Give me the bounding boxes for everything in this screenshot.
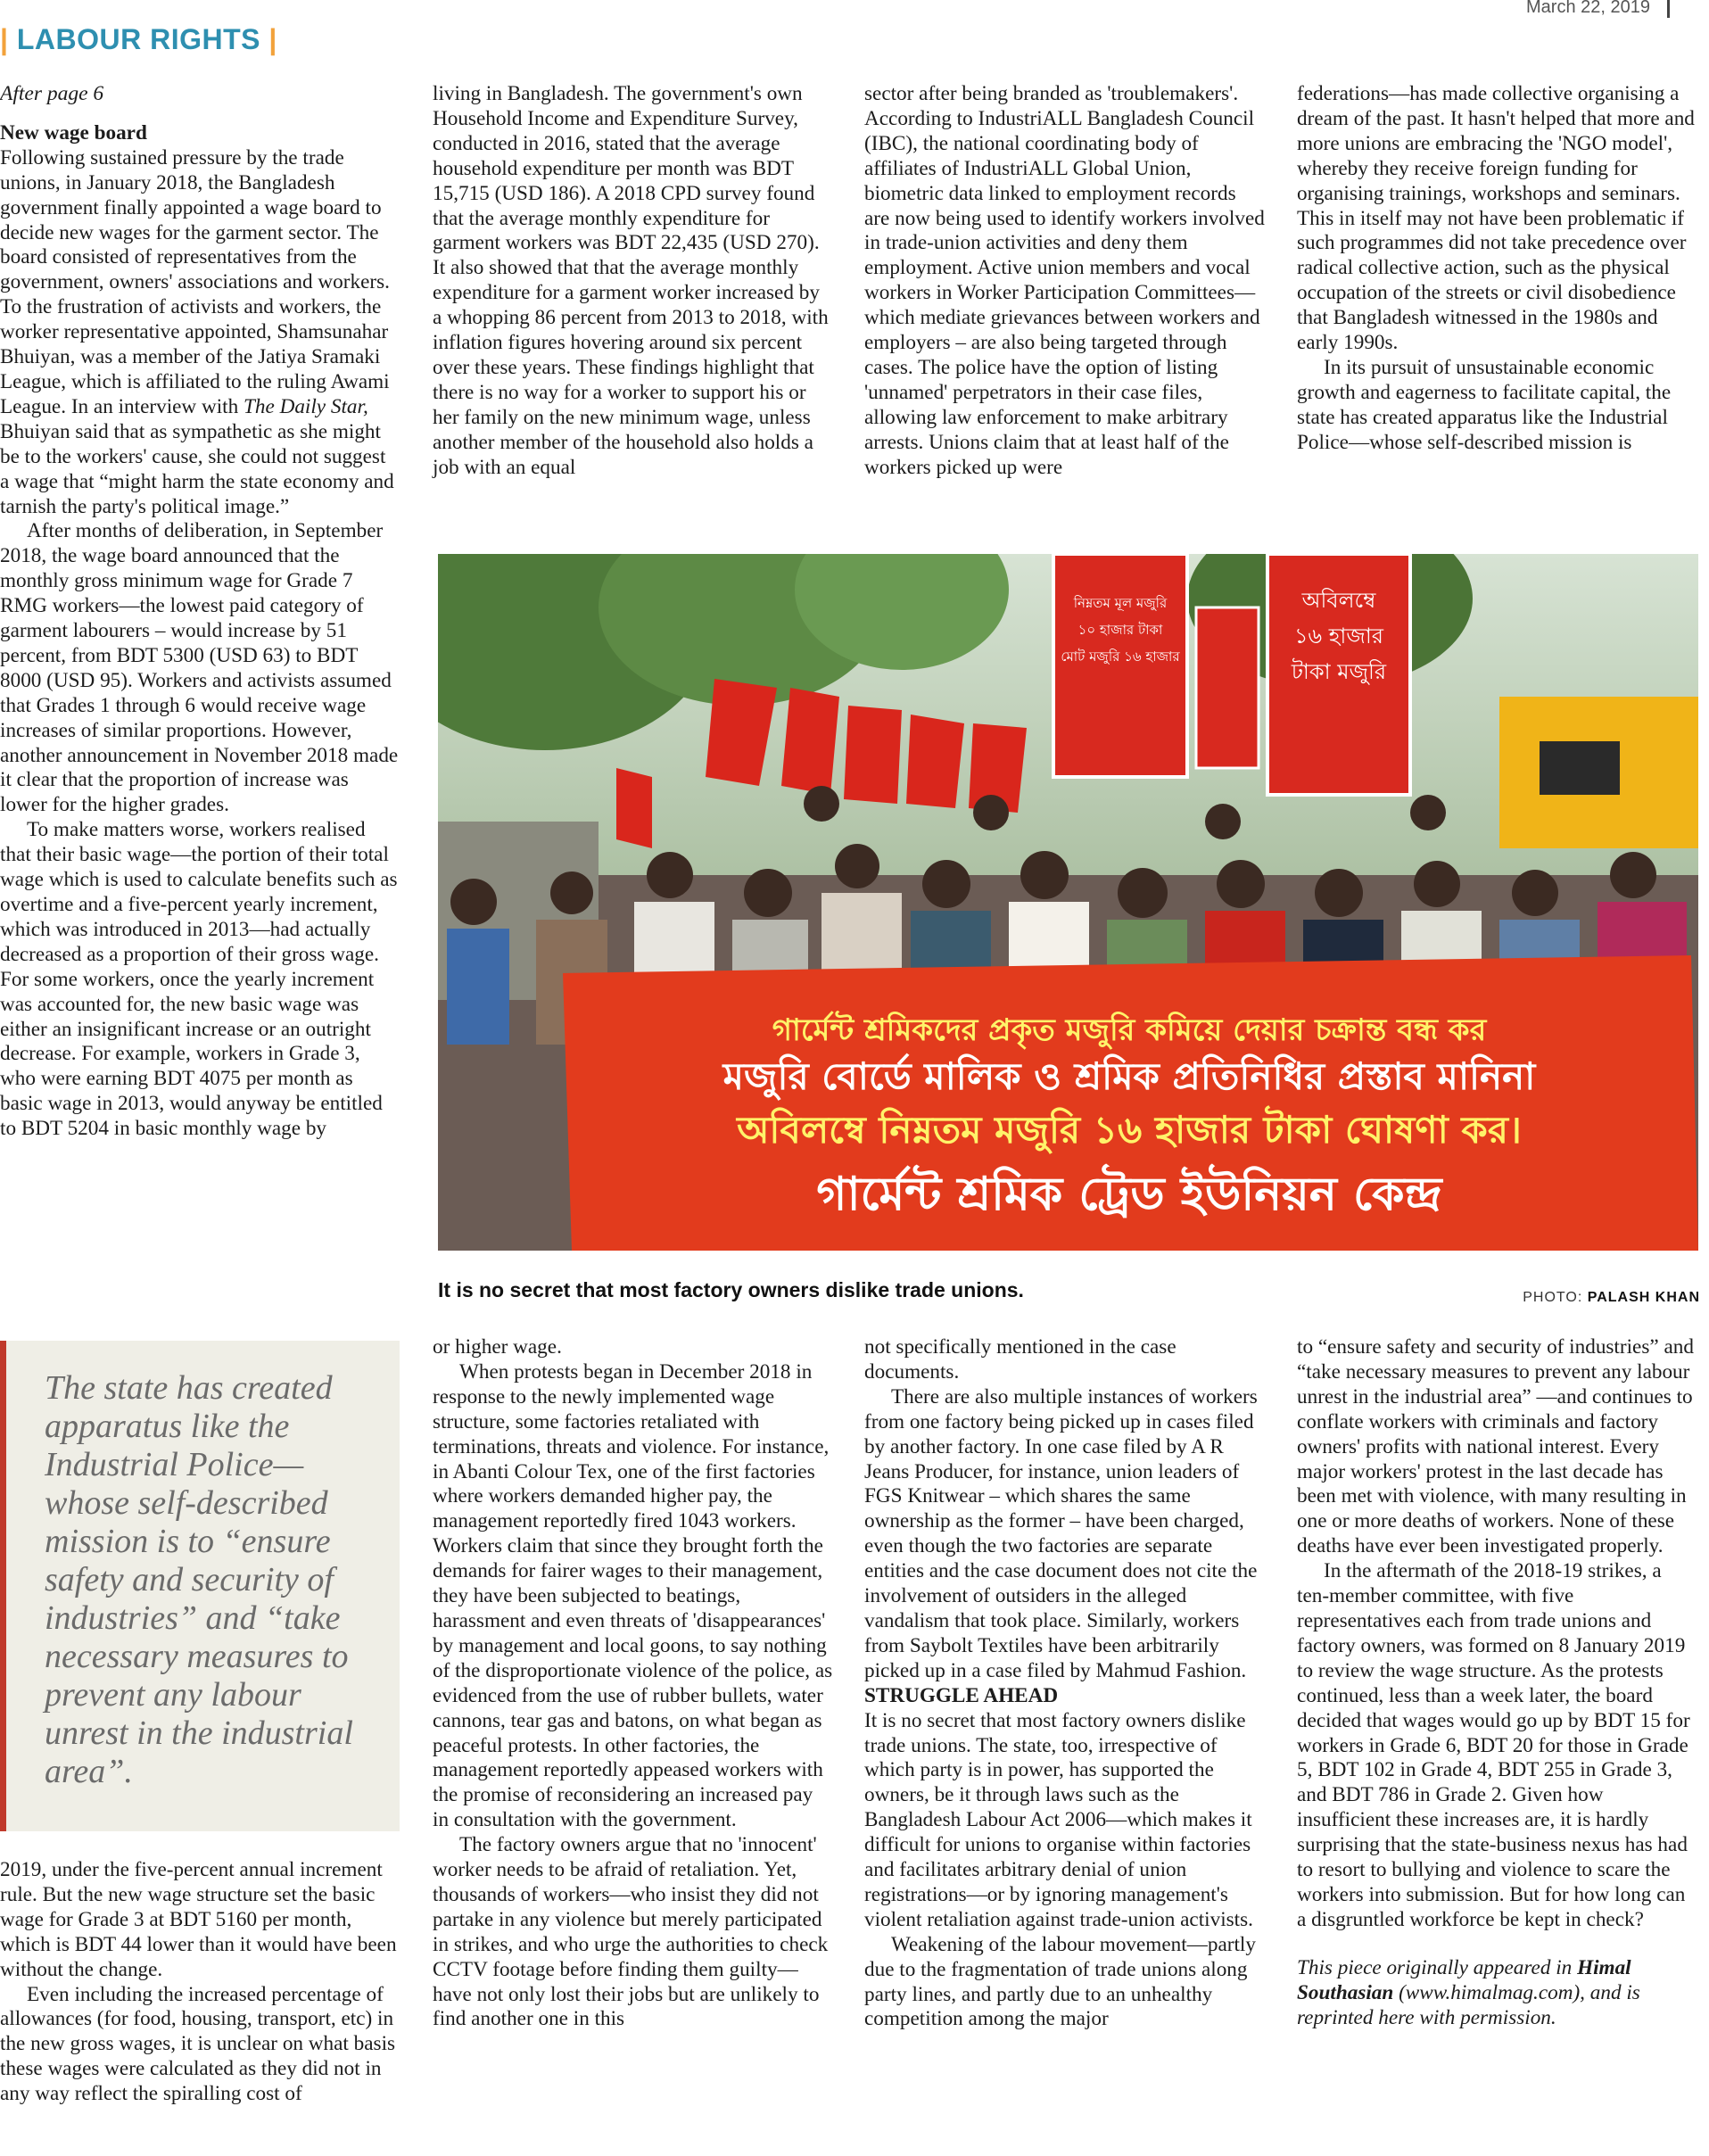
paragraph xyxy=(0,146,400,520)
text-run: Following sustained pressure by the trade unions, in January 2018, the Bangladesh government finally appointed a wage board to decide new wages for the garment sector. The board consisted of representatives from the government, owners' associations and workers. To the frustration of activists and workers, the worker representative appointed, Shamsunahar Bhuiyan, was a member of the Jatiya Sramaki League, which is affiliated to the ruling Awami League. In an interview with xyxy=(0,145,390,418)
svg-text:মোট মজুরি ১৬ হাজার: মোট মজুরি ১৬ হাজার xyxy=(1061,648,1180,665)
subhead-new-wage-board: New wage board xyxy=(0,120,147,145)
protest-photo-illustration xyxy=(438,554,1698,1251)
paragraph: 2019, under the five-percent annual increment rule. But the new wage structure set the basic wage for Grade 3 at BDT 5160 per month, which is BDT 44 lower than it would have been without the change. xyxy=(0,1858,397,1981)
top-column-4 xyxy=(1297,82,1697,456)
subhead-struggle-ahead: STRUGGLE AHEAD xyxy=(864,1683,1059,1707)
top-column-2 xyxy=(433,82,833,481)
banner-line-4: গার্মেন্ট শ্রমিক ট্রেড ইউনিয়ন কেন্দ্র xyxy=(816,1168,1442,1221)
credit-label: PHOTO: xyxy=(1523,1290,1583,1305)
paragraph: living in Bangladesh. The government's own Household Income and Expenditure Survey, conducted in 2016, stated that the average household expenditure per month was BDT 15,715 (USD 186). A 2018 CPD survey found that the average monthly expenditure for garment workers was BDT 22,435 (USD 270). It also showed that that the average monthly expenditure for a garment worker increased by a whopping 86 percent from 2013 to 2018, with inflation figures hovering around six percent over these years. These findings highlight that there is no way for a worker to support his or her family on the new minimum wage, unless another member of the household also holds a job with an equal xyxy=(433,82,829,479)
bottom-column-3 xyxy=(864,1335,1265,2032)
credit-name: PALASH KHAN xyxy=(1587,1290,1700,1305)
paragraph: sector after being branded as 'troublemakers'. According to IndustriALL Bangladesh Council (IBC), the national coordinating body of affiliates of IndustriALL Global Union, biometric data linked to employment records are now being used to identify workers involved in trade-union activities and deny them employment. Active union members and vocal workers in Worker Participation Committees—which mediate grievances between workers and employers – are also being targeted through cases. The police have the option of listing 'unnamed' perpetrators in their case files, allowing law enforcement to make arbitrary arrests. Unions claim that at least half of the workers picked up were xyxy=(864,82,1265,479)
top-column-1 xyxy=(0,82,400,1142)
text-run: (www.himalmag.com), and is reprinted here with permission. xyxy=(1297,1980,1640,2029)
paragraph: Weakening of the labour movement—partly due to the fragmentation of trade unions along party lines, and partly due to an unhealthy competition among the major xyxy=(864,1932,1256,2031)
publication-name: Himal Southasian xyxy=(1297,1955,1631,2004)
section-title: LABOUR RIGHTS xyxy=(16,23,260,55)
bottom-column-2 xyxy=(433,1335,833,2032)
protest-photo xyxy=(438,554,1698,1251)
paragraph: or higher wage. xyxy=(433,1335,562,1359)
svg-text:১০ হাজার টাকা: ১০ হাজার টাকা xyxy=(1077,622,1163,638)
section-bar-left: | xyxy=(0,23,9,55)
pull-quote-box xyxy=(0,1341,400,1831)
photo-caption: It is no secret that most factory owners dislike trade unions. xyxy=(438,1278,1024,1301)
top-column-3 xyxy=(864,82,1265,481)
banner-line-2: মজুরি বোর্ডে মালিক ও শ্রমিক প্রতিনিধির প্রস্তাব মানিনা xyxy=(722,1054,1536,1098)
paragraph: federations—has made collective organising a dream of the past. It hasn't helped that more and more unions are embracing the 'NGO model', whereby they receive foreign funding for organising trainings, workshops and seminars. This in itself may not have been problematic if such programmes did not take precedence over radical collective action, such as the physical occupation of the streets or civil disobedience that Bangladesh witnessed in the 1980s and early 1990s. xyxy=(1297,82,1695,355)
paragraph: It is no secret that most factory owners dislike trade unions. The state, too, irrespective of which party is in power, has supported the owners, be it through laws such as the Bangladesh Labour Act 2006—which makes it difficult for unions to organise within factories and facilitates arbitrary denial of union registrations—or by ignoring management's violent retaliation against trade-union activists. xyxy=(864,1708,1253,1931)
paragraph: After months of deliberation, in September 2018, the wage board announced that the monthly gross minimum wage for Grade 7 RMG workers—the lowest paid category of garment labourers – would increase by 51 percent, from BDT 5300 (USD 63) to BDT 8000 (USD 95). Workers and activists assumed that Grades 1 through 6 would receive wage increases of similar proportions. However, another announcement in November 2018 made it clear that the proportion of increase was lower for the higher grades. xyxy=(0,519,399,817)
paragraph: not specifically mentioned in the case documents. xyxy=(864,1335,1176,1384)
pull-quote-rule xyxy=(0,1341,6,1831)
paragraph: When protests began in December 2018 in response to the newly implemented wage structure, some factories retaliated with terminations, threats and violence. For instance, in Abanti Colour Tex, one of the first factories where workers demanded higher pay, the management reportedly fired 1043 workers. Workers claim that since they brought forth the demands for fairer wages to their management, they have been subjected to beatings, harassment and even threats of 'disappearances' by management and local goons, to say nothing of the disproportionate violence of the police, as evidenced from the use of rubber bullets, water cannons, tear gas and batons, on what began as peaceful protests. In other factories, the management reportedly appeased workers with the promise of reconsidering an increased pay in consultation with the government. xyxy=(433,1359,833,1832)
paragraph: To make matters worse, workers realised that their basic wage—the portion of their total wage which is used to calculate benefits such as overtime and a five-percent yearly increment, which was introduced in 2013—had actually decreased as a proportion of their gross wage. For some workers, once the yearly increment was accounted for, the new basic wage was either an insignificant increase or an outright decrease. For example, workers in Grade 3, who were earning BDT 4075 per month as basic wage in 2013, would anyway be entitled to BDT 5204 in basic monthly wage by xyxy=(0,818,398,1141)
section-bar-right: | xyxy=(268,23,277,55)
reprint-note xyxy=(1297,1956,1697,2031)
text-run: This piece originally appeared in xyxy=(1297,1955,1578,1979)
svg-text:১৬ হাজার: ১৬ হাজার xyxy=(1293,624,1384,648)
banner-line-3: অবিলম্বে নিম্নতম মজুরি ১৬ হাজার টাকা ঘোষণা কর। xyxy=(737,1108,1522,1152)
issue-date: March 22, 2019 xyxy=(1526,0,1650,17)
paragraph: to “ensure safety and security of industries” and “take necessary measures to prevent any labour unrest in the industrial area” —and continues to conflate workers with criminals and factory owners' profits with national interest. Every major workers' protest in the last decade has been met with violence, with many resulting in one or more deaths of workers. None of these deaths have ever been investigated properly. xyxy=(1297,1335,1694,1558)
paragraph: There are also multiple instances of workers from one factory being picked up in cases filed by another factory. In one case filed by A R Jeans Producer, for instance, union leaders of FGS Knitwear – which shares the same ownership as the former – have been charged, even though the two factories are separate entities and the case document does not cite the involvement of outsiders in the alleged vandalism that took place. Similarly, workers from Saybolt Textiles have been arbitrarily picked up in a case filed by Mahmud Fashion. xyxy=(864,1384,1258,1682)
publication-name: The Daily Star, xyxy=(244,394,368,418)
header-rule xyxy=(1667,0,1670,18)
svg-text:টাকা মজুরি: টাকা মজুরি xyxy=(1291,659,1387,684)
paragraph: Even including the increased percentage of allowances (for food, housing, transport, etc) in the new gross wages, it is unclear on what basis these wages were calculated as they did not in any way reflect the spiralling cost of xyxy=(0,1982,396,2106)
paragraph: In the aftermath of the 2018-19 strikes, a ten-member committee, with five representatives each from trade unions and factory owners, was formed on 8 January 2019 to review the wage structure. As the protests continued, less than a week later, the board decided that wages would go up by BDT 15 for workers in Grade 6, BDT 20 for those in Grade 5, BDT 102 in Grade 4, BDT 255 in Grade 3, and BDT 786 in Grade 2. Given how insufficient these increases are, it is hardly surprising that the state-business nexus has had to resort to bullying and violence to scare the workers into submission. But for how long can a disgruntled workforce be kept in check? xyxy=(1297,1559,1690,1931)
bottom-column-4 xyxy=(1297,1335,1697,2030)
text-run: Bhuiyan said that as sympathetic as she might be to the workers' cause, she could not suggest a wage that “might harm the state economy and tarnish the party's political image.” xyxy=(0,419,394,518)
bottom-column-1 xyxy=(0,1858,400,2107)
paragraph: In its pursuit of unsustainable economic growth and eagerness to facilitate capital, the state has created apparatus like the Industrial Police—whose self-described mission is xyxy=(1297,355,1672,454)
paragraph: The factory owners argue that no 'innocent' worker needs to be afraid of retaliation. Yet, thousands of workers—who insist they did not partake in any violence but merely participated in strikes, and who urge the authorities to check CCTV footage before finding them guilty—have not only lost their jobs but are unlikely to find another one in this xyxy=(433,1833,829,2031)
photo-credit xyxy=(1523,1290,1700,1306)
pull-quote-text: The state has created apparatus like the Industrial Police—whose self-described mission is to “ensure safety and security of industries” and “take necessary measures to prevent any labour unrest in the industrial area”. xyxy=(45,1369,353,1790)
placard-right-text: অবিলম্বে xyxy=(1301,588,1376,613)
placard-left-text: নিম্নতম মূল মজুরি xyxy=(1073,595,1168,611)
banner-line-1: গার্মেন্ট শ্রমিকদের প্রকৃত মজুরি কমিয়ে দেয়ার চক্রান্ত বন্ধ কর xyxy=(772,1012,1487,1048)
section-label xyxy=(0,23,277,56)
continued-from: After page 6 xyxy=(0,82,104,105)
